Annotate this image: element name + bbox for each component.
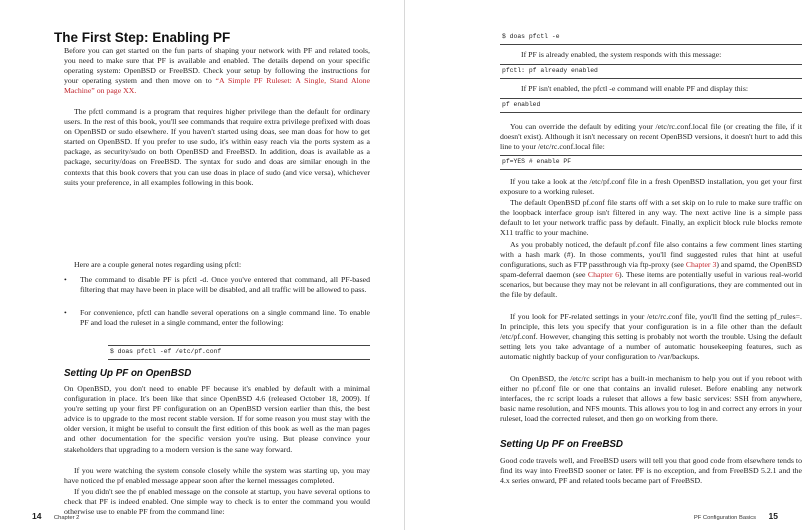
code-rule [500, 169, 802, 170]
code-pf-yes: pf=YES # enable PF [502, 158, 572, 165]
left-footer [32, 506, 79, 524]
footer-chapter: Chapter 2 [53, 515, 80, 521]
code-rule [500, 44, 802, 45]
pf-conf-first-look-paragraph: If you take a look at the /etc/pf.conf file in a fresh OpenBSD installation, you get your first exposure to a working ruleset. [500, 177, 802, 197]
subheading-openbsd: Setting Up PF on OpenBSD [64, 368, 192, 379]
code-rule [500, 155, 802, 156]
check-enabled-paragraph: If you didn't see the pf enabled message on the console at startup, you have several options to check that PF is indeed enabled. One simple way to check is to enter the command you would otherwise use to enable PF from the command line: [64, 487, 370, 517]
pfctl-privilege-paragraph: The pfctl command is a program that requires higher privilege than the default for ordinary users. In the rest of this book, you'll see commands that require extra privilege prefixed with doas on OpenBSD or sudo elsewhere. If you haven't started using doas, see man doas for how to get started on OpenBSD. If you prefer to use sudo, it's within easy reach via the ports system as a package, as security/sudo on both OpenBSD and FreeBSD. In addition, doas is available as a package, security/doas on FreeBSD. The syntax for sudo and doas are similar enough in the contexts that this book covers that you can use doas in place of sudo (and vice versa), whichever suits your preference, in all examples following in this book. [64, 107, 370, 187]
comment-lines-text-b: ) and spamd, the OpenBSD spam-deferral daemon (see [500, 260, 802, 280]
intro-text: Before you can get started on the fun parts of shaping your network with PF and related tools, you need to make sure that PF is available and enabled. The details depend on your specific operating system: OpenBSD or FreeBSD. Check your setup by following the instructions for your operating system and then move on to [64, 46, 370, 86]
page-number-14: 14 [32, 511, 42, 521]
section-heading: The First Step: Enabling PF [54, 30, 231, 45]
code-already-enabled: pfctl: pf already enabled [502, 67, 598, 74]
already-enabled-paragraph: If PF is already enabled, the system responds with this message: [521, 50, 722, 59]
right-footer [694, 506, 778, 524]
console-message-paragraph: If you were watching the system console closely while the system was starting up, you may have noticed the pf enabled message appear soon after the kernel messages completed. [64, 466, 370, 486]
code-rule [500, 78, 802, 79]
code-rule-top [108, 345, 370, 346]
bullet-marker: • [64, 275, 67, 284]
not-enabled-paragraph: If PF isn't enabled, the pfctl -e command will enable PF and display this: [521, 84, 749, 93]
comment-lines-text-c: ). These items are potentially useful in various real-world scenarios, but because they may not be relevant in all configurations, they are commented out in the file by default. [500, 270, 802, 300]
code-rule [500, 112, 802, 113]
right-page [405, 0, 810, 530]
bullet-enable-and-load: For convenience, pfctl can handle several operations on a single command line. To enable PF and load the ruleset in a single command, enter the following: [80, 308, 370, 328]
code-pfctl-e: $ doas pfctl -e [502, 33, 560, 40]
openbsd-default-paragraph: On OpenBSD, you don't need to enable PF because it's enabled by default with a minimal configuration in place. It's been like that since OpenBSD 4.6 (released October 18, 2009). If you're setting up your first PF configuration on an OpenBSD version earlier than this, the best advice is to upgrade to the most recent stable version. If for some reason you must stay with the older version, it might be useful to consult the first edition of this book as well as the man pages and other documentation for the specific version you're using. But please convince your stakeholders that upgrading to a modern version is the sane way forward. [64, 384, 370, 454]
intro-paragraph [64, 46, 370, 106]
code-pf-enabled: pf enabled [502, 101, 541, 108]
freebsd-paragraph: Good code travels well, and FreeBSD users will tell you that good code from elsewhere tends to find its way into FreeBSD sooner or later. PF is no exception, and from FreeBSD 5.2.1 and the 4.x series onward, PF and related tools became part of FreeBSD. [500, 456, 802, 486]
default-pf-conf-paragraph: The default OpenBSD pf.conf file starts off with a set skip on lo rule to make sure traffic on the loopback interface group isn't filtered in any way. The next active line is a simple pass default to let your network traffic pass by default. Finally, an explicit block rule blocks remote X11 traffic to your machine. [500, 198, 802, 238]
link-simple-pf-ruleset[interactable]: “A Simple PF Ruleset: A Single, Stand Alone Machine” on page XX. [64, 76, 370, 96]
code-rule [500, 98, 802, 99]
rc-script-paragraph: On OpenBSD, the /etc/rc script has a built-in mechanism to help you out if you reboot with either no pf.conf file or one that contains an invalid ruleset. Before enabling any network interfaces, the rc script loads a ruleset that allows a few basic services: SSH from anywhere, basic name resolution, and NFS mounts. This allows you to log in and correct any errors in your ruleset, load the corrected ruleset, and then go on working from there. [500, 374, 802, 424]
bullet-marker: • [64, 308, 67, 317]
link-chapter-6[interactable]: Chapter 6 [587, 270, 619, 280]
page-number-15: 15 [768, 511, 778, 521]
code-enable-load: $ doas pfctl -ef /etc/pf.conf [110, 348, 222, 355]
subheading-freebsd: Setting Up PF on FreeBSD [500, 439, 624, 450]
comment-lines-text-a: As you probably noticed, the default pf.conf file also contains a few comment lines starting with a hash mark (#). In those comments, you'll find suggested rules that hint at useful configurations, such as FTP passthrough via ftp-proxy (see [500, 240, 802, 270]
bullet-disable-pf: The command to disable PF is pfctl -d. Once you've entered that command, all PF-based filtering that may have been in place will be disabled, and all traffic will be allowed to pass. [80, 275, 370, 295]
pf-rules-setting-paragraph: If you look for PF-related settings in your /etc/rc.conf file, you'll find the setting pf_rules=. In principle, this lets you specify that your configuration is in a file other than the default /etc/pf.conf. However, changing this setting is probably not worth the trouble. Using the default setting lets you take advantage of a number of automatic housekeeping features, such as automatic nightly backup of your configuration to /var/backups. [500, 312, 802, 362]
code-rule-bottom [108, 359, 370, 360]
link-chapter-3[interactable]: Chapter 3 [685, 260, 717, 270]
general-notes-paragraph: Here are a couple general notes regarding using pfctl: [74, 260, 242, 269]
comment-lines-paragraph [500, 240, 802, 311]
code-rule [500, 64, 802, 65]
footer-chapter-title: PF Configuration Basics [693, 515, 757, 521]
rc-conf-local-paragraph: You can override the default by editing your /etc/rc.conf.local file (or creating the file, if it doesn't exist). Although it isn't necessary on recent OpenBSD versions, it doesn't hurt to add this line to your /etc/rc.conf.local file: [500, 122, 802, 152]
